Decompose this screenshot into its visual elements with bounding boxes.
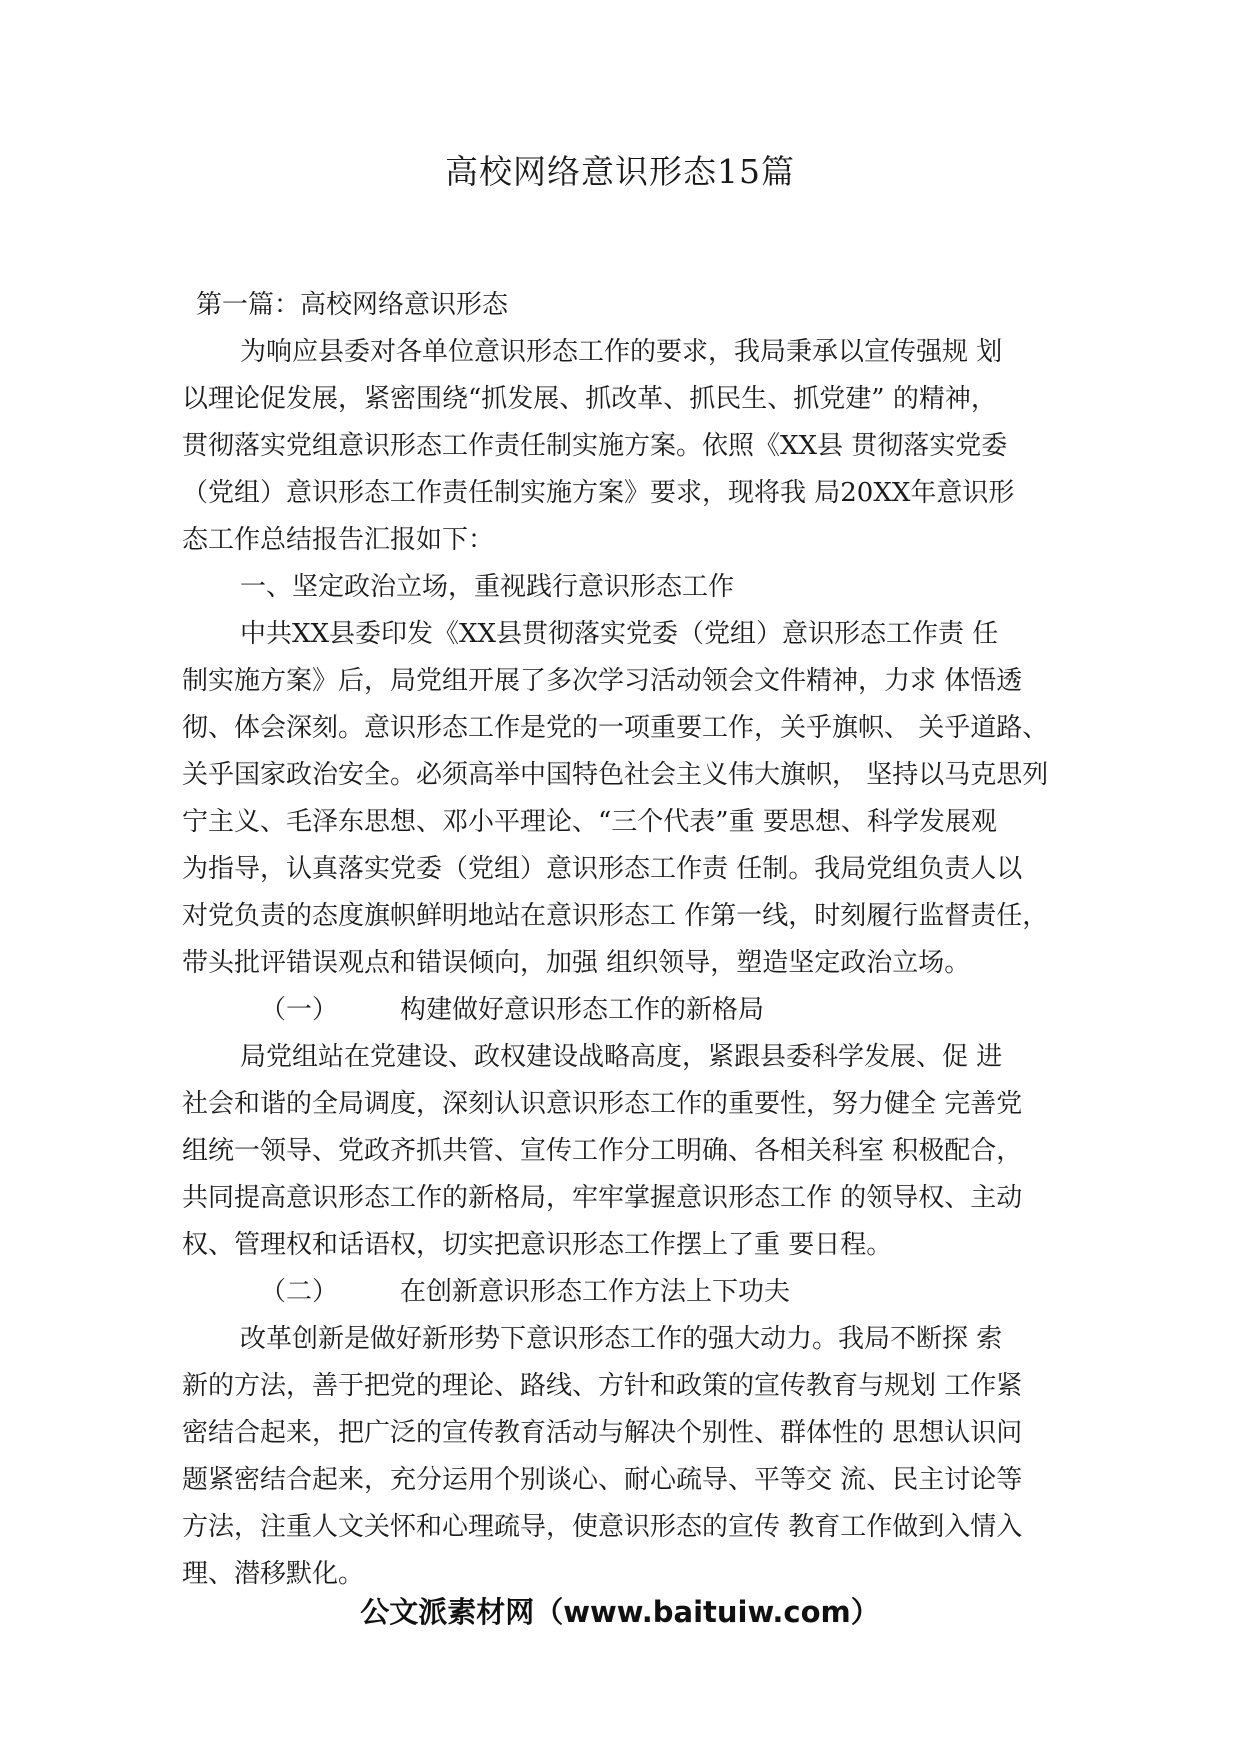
section-heading: 第一篇：高校网络意识形态	[196, 290, 509, 320]
paragraph-line: 改革创新是做好新形势下意识形态工作的强大动力。我局不断探 索	[240, 1324, 1003, 1354]
paragraph-innovation	[182, 1316, 1062, 1598]
paragraph-line: 新的方法，善于把党的理论、路线、方针和政策的宣传教育与规划 工作紧	[182, 1371, 1023, 1401]
paragraph-new-pattern	[182, 1034, 1062, 1269]
sub-heading-text: 构建做好意识形态工作的新格局	[400, 995, 765, 1025]
paragraph-intro	[182, 329, 1062, 564]
paragraph-line: 以理论促发展，紧密围绕“抓发展、抓改革、抓民生、抓党建” 的精神，	[182, 384, 997, 414]
paragraph-political-stance	[182, 611, 1062, 987]
paragraph-line: 共同提高意识形态工作的新格局，牢牢掌握意识形态工作 的领导权、主动	[182, 1183, 1023, 1213]
paragraph-line: 态工作总结报告汇报如下：	[182, 525, 495, 555]
document-body	[182, 282, 1062, 1598]
paragraph-line: 彻、体会深刻。意识形态工作是党的一项重要工作，关乎旗帜、 关乎道路、	[182, 713, 1049, 743]
document-title: 高校网络意识形态15篇	[445, 152, 795, 191]
sub-heading-number: （一）	[260, 995, 339, 1025]
paragraph-line: （党组）意识形态工作责任制实施方案》要求，现将我 局20XX年意识形	[182, 478, 1015, 508]
paragraph-line: 密结合起来，把广泛的宣传教育活动与解决个别性、群体性的 思想认识问	[182, 1418, 1023, 1448]
paragraph-line: 为指导，认真落实党委（党组）意识形态工作责 任制。我局党组负责人以	[182, 854, 1023, 884]
sub-heading-2	[182, 1269, 1062, 1316]
paragraph-line: 对党负责的态度旗帜鲜明地站在意识形态工 作第一线，时刻履行监督责任，	[182, 901, 1049, 931]
heading-1: 一、坚定政治立场，重视践行意识形态工作	[240, 572, 735, 602]
paragraph-line: 组统一领导、党政齐抓共管、宣传工作分工明确、各相关科室 积极配合，	[182, 1136, 1023, 1166]
paragraph-line: 社会和谐的全局调度，深刻认识意识形态工作的重要性，努力健全 完善党	[182, 1089, 1023, 1119]
paragraph-line: 制实施方案》后，局党组开展了多次学习活动领会文件精神，力求 体悟透	[182, 666, 1023, 696]
paragraph-line: 权、管理权和话语权，切实把意识形态工作摆上了重 要日程。	[182, 1230, 893, 1260]
sub-heading-number: （二）	[260, 1277, 339, 1307]
paragraph-line: 贯彻落实党组意识形态工作责任制实施方案。依照《XX县 贯彻落实党委	[182, 431, 1008, 461]
paragraph-line: 局党组站在党建设、政权建设战略高度，紧跟县委科学发展、促 进	[240, 1042, 1003, 1072]
paragraph-line: 理、潜移默化。	[182, 1559, 365, 1589]
paragraph-line: 方法，注重人文关怀和心理疏导，使意识形态的宣传 教育工作做到入情入	[182, 1512, 1023, 1542]
paragraph-line: 关乎国家政治安全。必须高举中国特色社会主义伟大旗帜， 坚持以马克思列	[182, 760, 1049, 790]
sub-heading-text: 在创新意识形态工作方法上下功夫	[400, 1277, 791, 1307]
sub-heading-1	[182, 987, 1062, 1034]
paragraph-line: 中共XX县委印发《XX县贯彻落实党委（党组）意识形态工作责 任	[240, 619, 999, 649]
paragraph-line: 宁主义、毛泽东思想、邓小平理论、“三个代表”重 要思想、科学发展观	[182, 807, 997, 837]
paragraph-line: 为响应县委对各单位意识形态工作的要求，我局秉承以宣传强规 划	[240, 337, 1003, 367]
footer-source: 公文派素材网（www.baituiw.com）	[360, 1595, 880, 1629]
paragraph-line: 题紧密结合起来，充分运用个别谈心、耐心疏导、平等交 流、民主讨论等	[182, 1465, 1023, 1495]
paragraph-line: 带头批评错误观点和错误倾向，加强 组织领导，塑造坚定政治立场。	[182, 948, 971, 978]
